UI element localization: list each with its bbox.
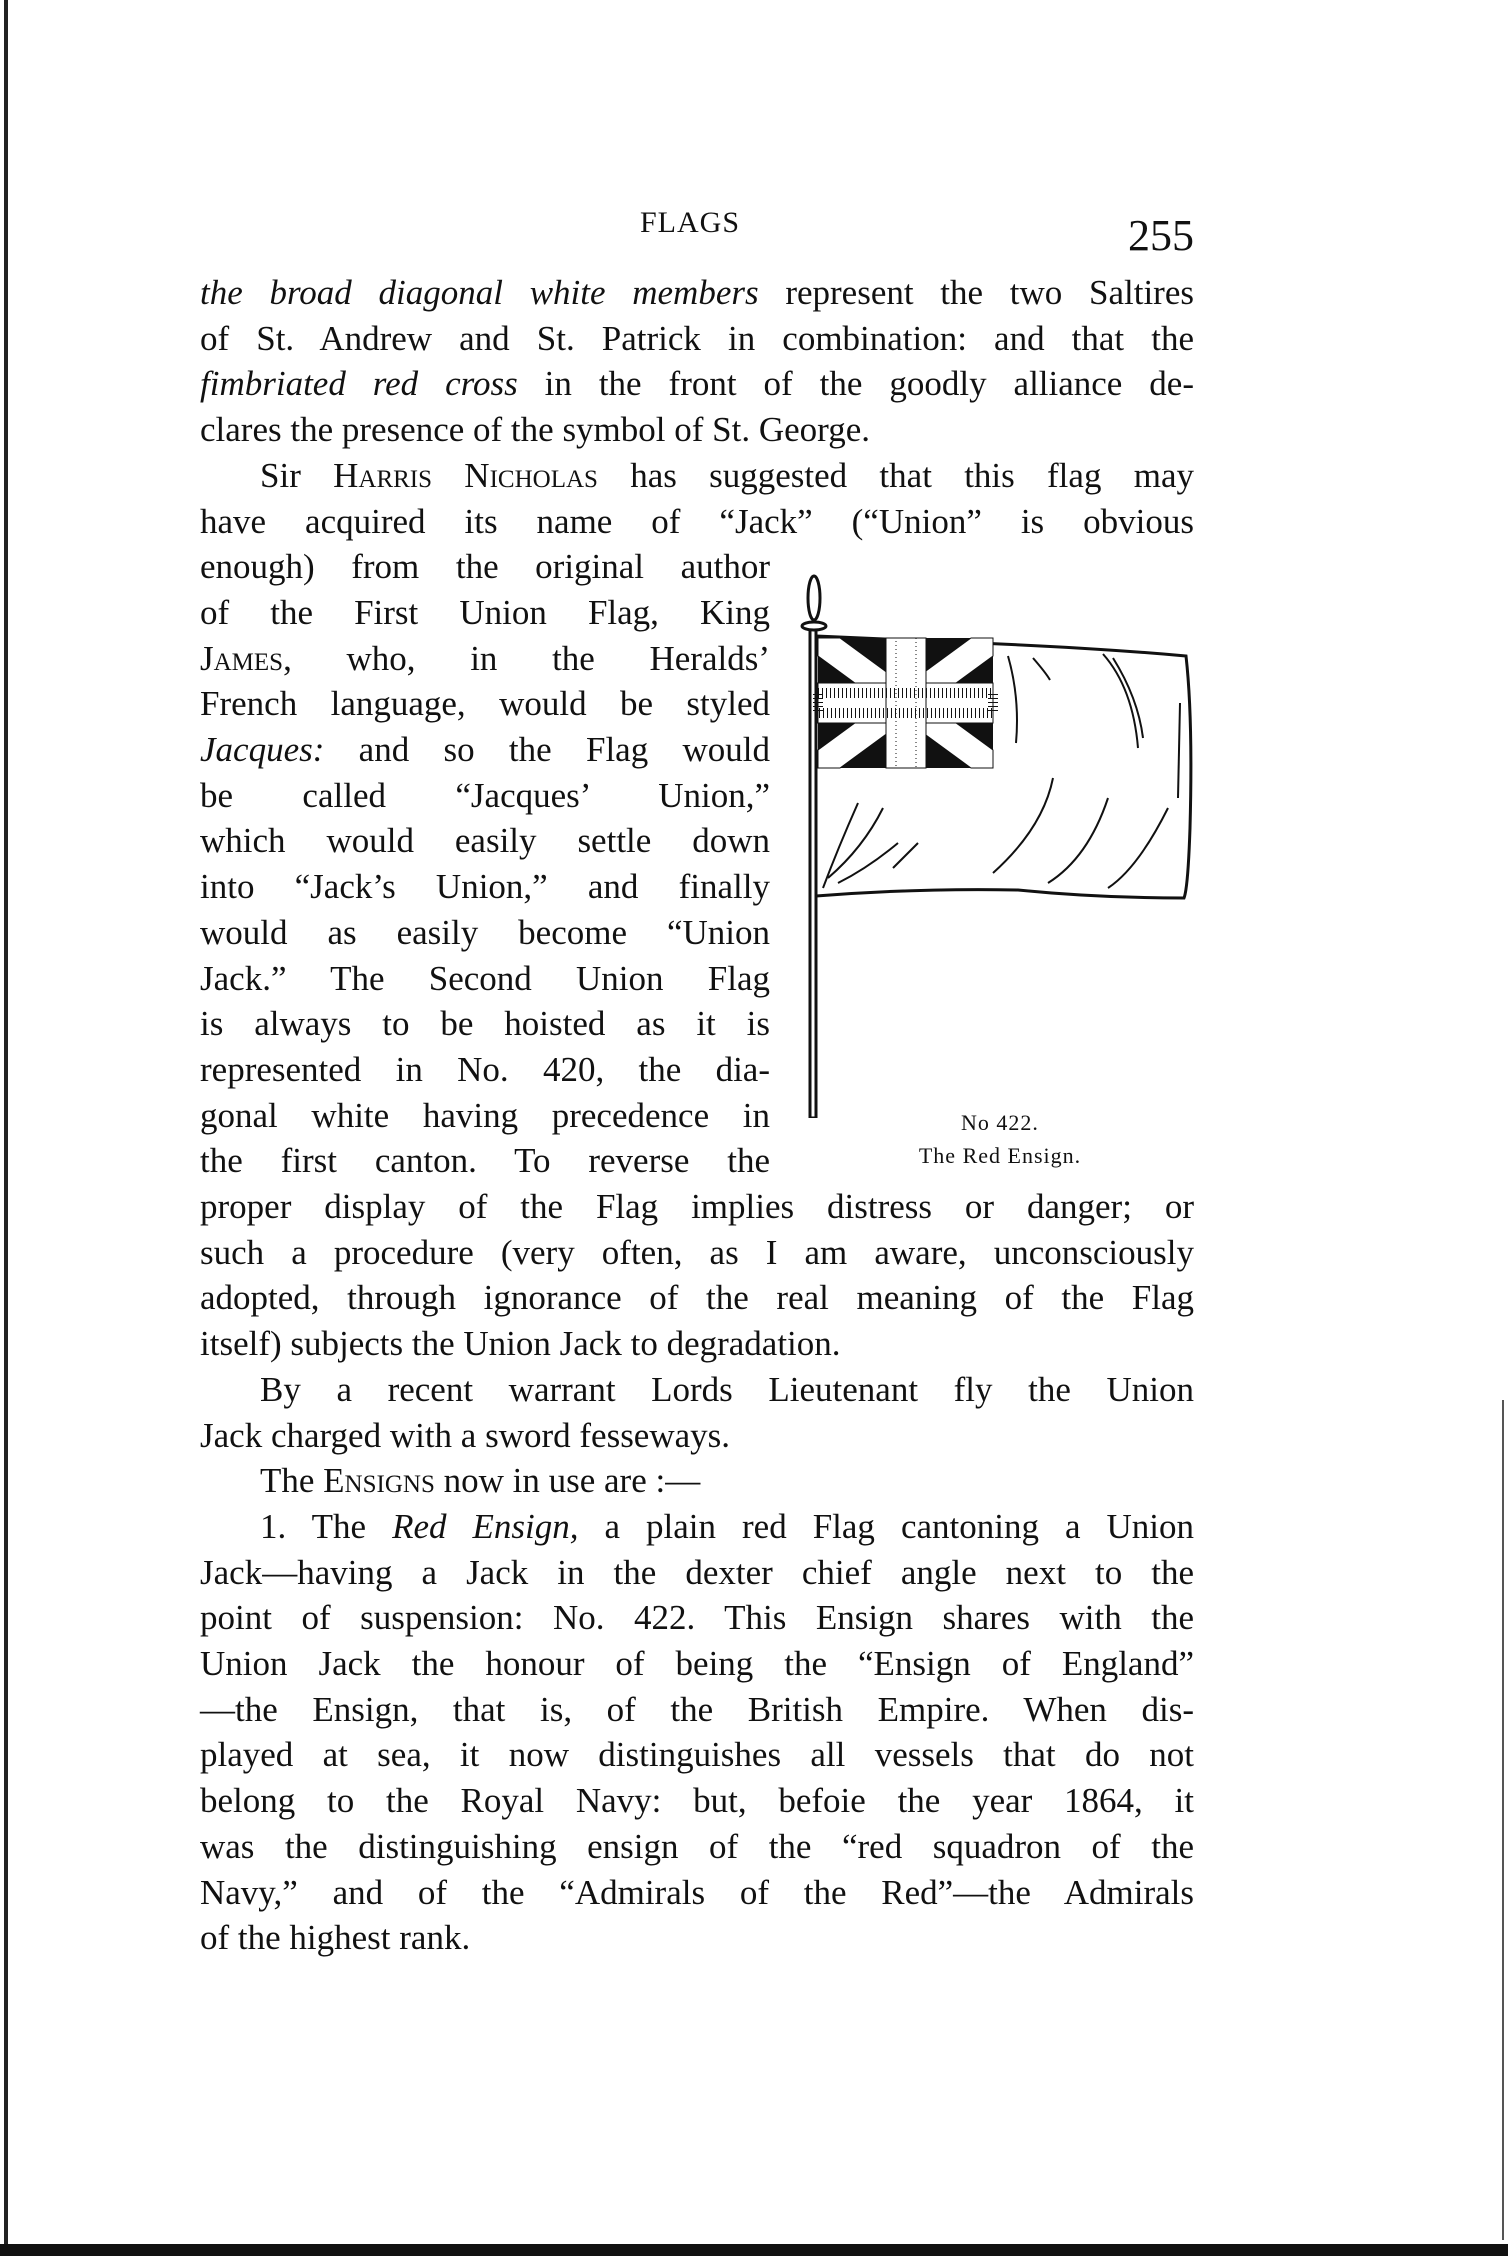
text-line (200, 544, 770, 590)
text-segment: The (260, 1461, 324, 1501)
text-segment: clares the presence of the symbol of St. George. (200, 410, 870, 450)
text-segment: French language, would be styled (200, 684, 770, 724)
text-line (200, 1413, 1194, 1459)
text-line (200, 316, 1194, 362)
text-segment: such a procedure (very often, as I am aware, unconsciously (200, 1232, 1194, 1272)
text-line (200, 361, 1194, 407)
italic-text: Red Ensign, (392, 1506, 579, 1546)
text-line (200, 681, 770, 727)
text-segment: which would easily settle down (200, 821, 770, 861)
text-line (200, 1138, 770, 1184)
text-line (200, 910, 770, 956)
text-segment: of St. Andrew and St. Patrick in combination: and that the (200, 318, 1194, 358)
text-segment: and so the Flag would (324, 730, 770, 769)
text-segment: proper display of the Flag implies distress or danger; or (200, 1187, 1194, 1226)
red-ensign-illustration (798, 568, 1198, 1118)
small-caps-text: James (200, 638, 284, 678)
text-line (200, 1641, 1194, 1687)
text-segment: —the Ensign, that is, of the British Empire. When dis- (200, 1689, 1194, 1729)
text-segment: the first canton. To reverse the (200, 1141, 770, 1181)
text-line (200, 1504, 1194, 1550)
text-line (200, 1093, 770, 1139)
italic-text: Jacques: (200, 730, 325, 769)
text-line (200, 818, 770, 864)
text-line (200, 590, 770, 636)
text-segment: is always to be hoisted as it is (200, 1004, 770, 1044)
page-edge-left (4, 0, 8, 2256)
text-line (200, 1778, 1194, 1824)
text-segment: a plain red Flag cantoning a Union (578, 1506, 1195, 1546)
text-line (200, 1687, 1194, 1733)
union-jack-canton (818, 638, 993, 768)
text-segment: Union Jack the honour of being the “Ensign of England” (200, 1644, 1194, 1683)
text-line (200, 864, 770, 910)
text-line (200, 1458, 1194, 1504)
text-segment: enough) from the original author (200, 547, 770, 587)
text-line (200, 1595, 1194, 1641)
text-segment: represented in No. 420, the dia- (200, 1049, 770, 1089)
text-segment: would as easily become “Union (200, 912, 770, 952)
text-segment: point of suspension: No. 422. This Ensign shares with the (200, 1598, 1194, 1638)
text-segment: have acquired its name of “Jack” (“Union” is obvious (200, 501, 1194, 541)
figure-number: No 422. (961, 1110, 1039, 1135)
text-line (200, 499, 1194, 545)
text-line (200, 636, 770, 682)
italic-text: fimbriated red cross (200, 364, 518, 404)
text-segment: , who, in the Heralds’ (283, 638, 770, 678)
text-line (200, 773, 770, 819)
page-edge-right (1502, 1400, 1504, 2240)
text-line (200, 956, 770, 1002)
text-line (200, 1275, 1194, 1321)
text-segment: 1. The (260, 1506, 393, 1546)
text-line (200, 1001, 770, 1047)
text-segment: gonal white having precedence in (200, 1095, 770, 1135)
text-segment: itself) subjects the Union Jack to degradation. (200, 1324, 841, 1364)
figure-caption: The Red Ensign. (918, 1143, 1082, 1168)
text-segment: Jack.” The Second Union Flag (200, 958, 770, 998)
text-segment: Jack charged with a sword fesseways. (200, 1415, 731, 1455)
text-segment: in the front of the goodly alliance de- (517, 364, 1194, 404)
text-line (200, 1047, 770, 1093)
text-segment: be called “Jacques’ Union,” (200, 775, 770, 815)
text-segment: of the highest rank. (200, 1918, 471, 1958)
text-segment: was the distinguishing ensign of the “red squadron of the (200, 1826, 1194, 1866)
text-line (200, 1321, 1194, 1367)
text-line (200, 270, 1194, 316)
text-segment: has suggested that this flag may (597, 455, 1194, 495)
text-segment: of the First Union Flag, King (200, 592, 770, 632)
text-line (200, 1732, 1194, 1778)
text-segment: Sir (260, 455, 334, 495)
text-segment: Jack—having a Jack in the dexter chief angle next to the (200, 1552, 1194, 1592)
text-segment: into “Jack’s Union,” and finally (200, 867, 770, 907)
small-caps-text: Harris Nicholas (333, 455, 598, 495)
text-line (200, 1230, 1194, 1276)
running-title: FLAGS (640, 206, 741, 239)
italic-text: the broad diagonal white members (200, 273, 759, 312)
text-line (200, 1367, 1194, 1413)
text-segment: represent the two Saltires (758, 273, 1194, 312)
text-line (200, 1915, 1194, 1961)
text-segment: Navy,” and of the “Admirals of the Red”—the Admirals (200, 1872, 1194, 1912)
text-segment: belong to the Royal Navy: but, befoie the year 1864, it (200, 1781, 1194, 1821)
text-segment: played at sea, it now distinguishes all vessels that do not (200, 1735, 1194, 1775)
text-segment: adopted, through ignorance of the real meaning of the Flag (200, 1278, 1194, 1318)
text-segment: now in use are :— (434, 1461, 701, 1501)
text-line (200, 727, 770, 773)
text-line (200, 453, 1194, 499)
text-segment: By a recent warrant Lords Lieutenant fly the Union (260, 1369, 1194, 1409)
text-line (200, 1870, 1194, 1916)
text-line (200, 1184, 1194, 1230)
small-caps-text: Ensigns (323, 1461, 435, 1501)
page-edge-bottom (0, 2244, 1508, 2256)
text-line (200, 1824, 1194, 1870)
text-line (200, 1550, 1194, 1596)
text-line (200, 407, 1194, 453)
page-number: 255 (1128, 211, 1194, 260)
